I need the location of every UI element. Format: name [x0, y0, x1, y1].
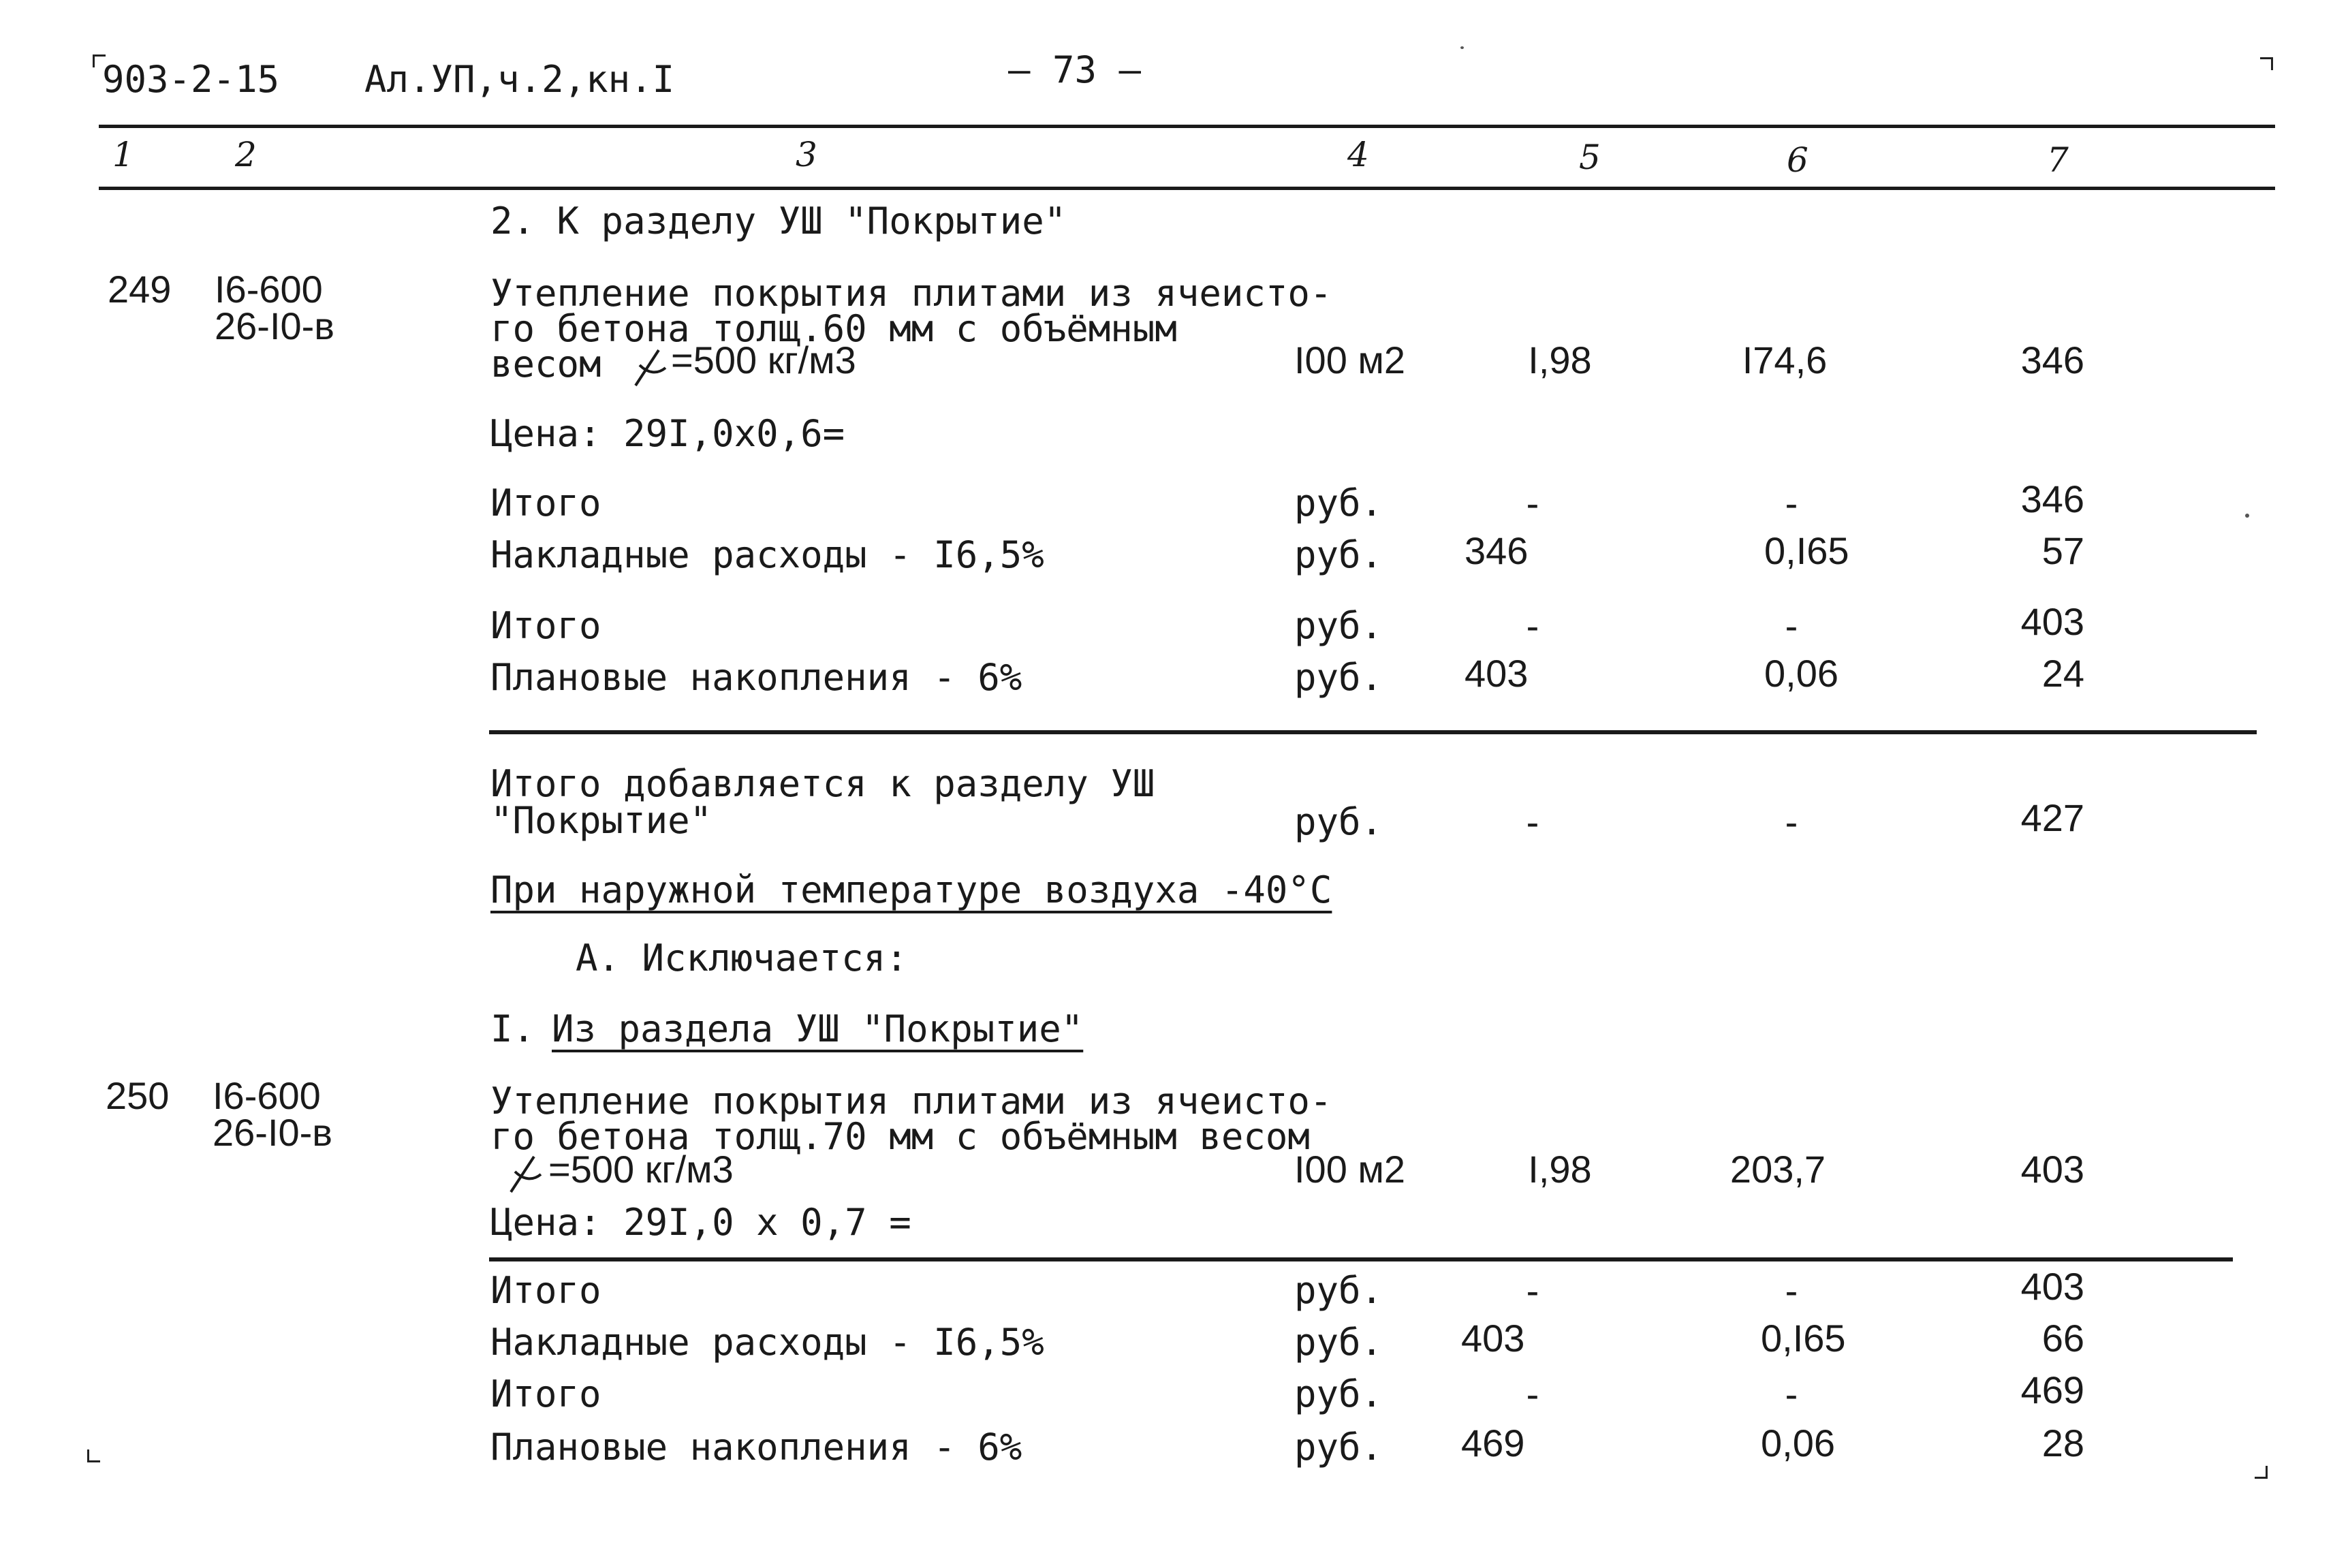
item-250-row-3-col6: -	[1785, 1373, 1798, 1415]
section-divider-1	[489, 730, 2257, 734]
album-reference: Ал.УП,ч.2,кн.I	[364, 58, 675, 101]
item-249-quantity: I,98	[1528, 339, 1592, 381]
gamma-symbol	[630, 346, 671, 388]
item-250-code-1: I6-600	[213, 1074, 321, 1117]
item-249-row-1-unit: руб.	[1294, 482, 1383, 524]
item-249-row-2-unit: руб.	[1294, 533, 1383, 576]
item-250-row-4-label: Плановые накопления - 6%	[490, 1426, 1022, 1469]
temperature-heading: При наружной температуре воздуха -40°С	[490, 868, 1332, 911]
item-249-row-3-unit: руб.	[1294, 604, 1383, 647]
item-250-quantity: I,98	[1528, 1148, 1592, 1191]
item-249-row-4-unit: руб.	[1294, 656, 1383, 699]
item-250-description-3: =500 кг/м3	[548, 1148, 734, 1191]
column-5-header: 5	[1579, 138, 1601, 177]
column-2-header: 2	[235, 135, 257, 174]
item-249-description-1: Утепление покрытия плитами из ячеисто-	[490, 272, 1332, 315]
section-divider-2	[489, 1257, 2233, 1261]
item-249-row-4-col5: 403	[1465, 652, 1529, 695]
item-250-row-4-col6: 0,06	[1761, 1422, 1835, 1464]
total-added-col7: 427	[2020, 796, 2084, 839]
item-250-row-1-col6: -	[1785, 1269, 1798, 1312]
item-249-cost: 346	[2020, 339, 2084, 381]
total-added-col5: -	[1526, 800, 1539, 843]
header-rule-top	[99, 125, 2275, 128]
item-250-row-2-label: Накладные расходы - I6,5%	[490, 1321, 1044, 1364]
item-250-row-2-col5: 403	[1461, 1317, 1525, 1360]
column-4-header: 4	[1347, 135, 1369, 174]
section-heading: 2. К разделу УШ "Покрытие"	[490, 200, 1067, 242]
excluded-heading: А. Исключается:	[576, 937, 908, 979]
document-code: 903-2-15	[102, 58, 280, 101]
item-249-row-4-col7: 24	[2041, 652, 2084, 695]
item-249-row-1-col6: -	[1785, 482, 1798, 524]
item-250-row-4-unit: руб.	[1294, 1426, 1383, 1469]
speck	[2245, 514, 2249, 518]
header-rule-bottom	[99, 187, 2275, 190]
item-249-row-2-col7: 57	[2041, 529, 2084, 572]
item-249-unit-price: I74,6	[1742, 339, 1828, 381]
item-250-row-4-col7: 28	[2041, 1422, 2084, 1464]
item-250-row-1-col7: 403	[2020, 1265, 2084, 1308]
item-249-unit: I00 м2	[1294, 339, 1406, 381]
corner-mark-top-right	[2260, 57, 2273, 70]
item-249-number: 249	[108, 268, 172, 311]
item-250-row-3-col5: -	[1526, 1373, 1539, 1415]
item-249-description-3a: весом	[490, 343, 601, 386]
page-number: — 73 —	[1008, 48, 1142, 91]
item-250-row-1-unit: руб.	[1294, 1269, 1383, 1312]
corner-mark-bottom-left	[87, 1449, 100, 1462]
item-249-row-2-col5: 346	[1465, 529, 1529, 572]
column-1-header: 1	[112, 135, 134, 174]
item-250-code-2: 26-I0-в	[213, 1111, 333, 1154]
item-250-unit: I00 м2	[1294, 1148, 1406, 1191]
item-250-row-3-label: Итого	[490, 1373, 601, 1415]
item-250-price-formula: Цена: 29I,0 х 0,7 =	[490, 1201, 911, 1244]
item-250-cost: 403	[2020, 1148, 2084, 1191]
item-250-description-1: Утепление покрытия плитами из ячеисто-	[490, 1080, 1332, 1123]
item-249-row-1-label: Итого	[490, 482, 601, 524]
subsection-number: I.	[490, 1007, 535, 1050]
item-250-row-3-unit: руб.	[1294, 1373, 1383, 1415]
column-6-header: 6	[1787, 140, 1809, 180]
gamma-symbol	[505, 1153, 546, 1195]
item-250-description-2: го бетона толщ.70 мм с объёмным весом	[490, 1115, 1310, 1158]
item-250-row-2-unit: руб.	[1294, 1321, 1383, 1364]
item-249-price-formula: Цена: 29I,0х0,6=	[490, 412, 845, 455]
item-249-row-1-col5: -	[1526, 482, 1539, 524]
total-added-label-1: Итого добавляется к разделу УШ	[490, 762, 1155, 805]
item-249-description-3b: =500 кг/м3	[671, 339, 856, 381]
item-249-description-2: го бетона толщ.60 мм с объёмным	[490, 307, 1177, 350]
column-3-header: 3	[796, 135, 817, 174]
item-250-row-1-col5: -	[1526, 1269, 1539, 1312]
total-added-col6: -	[1785, 800, 1798, 843]
total-added-unit: руб.	[1294, 800, 1383, 843]
item-249-row-3-col6: -	[1785, 604, 1798, 647]
item-250-unit-price: 203,7	[1729, 1148, 1826, 1191]
item-249-row-4-label: Плановые накопления - 6%	[490, 656, 1022, 699]
subsection-title: Из раздела УШ "Покрытие"	[552, 1007, 1084, 1050]
item-250-number: 250	[106, 1074, 170, 1117]
item-250-row-3-col7: 469	[2020, 1368, 2084, 1411]
item-250-row-4-col5: 469	[1461, 1422, 1525, 1464]
item-250-row-2-col6: 0,I65	[1761, 1317, 1846, 1360]
item-250-row-2-col7: 66	[2041, 1317, 2084, 1360]
speck	[1460, 46, 1464, 49]
column-7-header: 7	[2047, 140, 2069, 180]
item-249-code-2: 26-I0-в	[215, 304, 335, 347]
item-249-row-2-col6: 0,I65	[1764, 529, 1849, 572]
item-249-row-3-col5: -	[1526, 604, 1539, 647]
item-249-code-1: I6-600	[215, 268, 323, 311]
total-added-label-2: "Покрытие"	[490, 799, 713, 842]
item-250-row-1-label: Итого	[490, 1269, 601, 1312]
corner-mark-bottom-right	[2255, 1466, 2268, 1479]
item-249-row-3-label: Итого	[490, 604, 601, 647]
item-249-row-1-col7: 346	[2020, 477, 2084, 520]
item-249-row-3-col7: 403	[2020, 600, 2084, 643]
item-249-row-2-label: Накладные расходы - I6,5%	[490, 533, 1044, 576]
item-249-row-4-col6: 0,06	[1764, 652, 1838, 695]
